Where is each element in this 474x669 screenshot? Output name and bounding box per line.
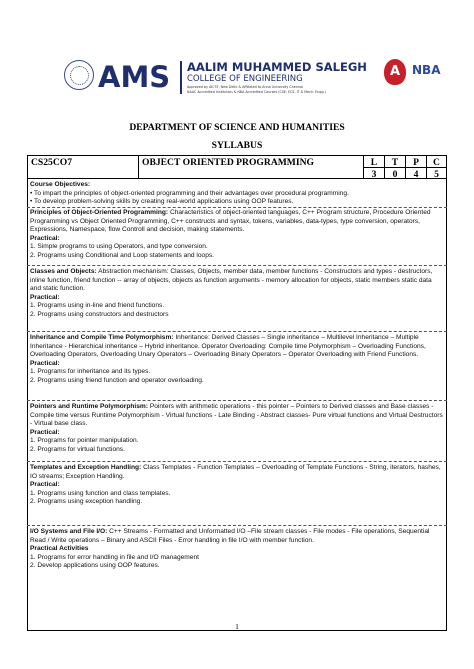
ams-logo: AMS bbox=[98, 60, 171, 94]
practical-label: Practical: bbox=[30, 481, 60, 489]
course-title: OBJECT ORIENTED PROGRAMMING bbox=[138, 155, 364, 179]
practical-item: 2. Programs using exception handling. bbox=[30, 498, 143, 506]
unit-title: Inheritance and Compile Time Polymorphism: bbox=[30, 334, 174, 341]
practical-item: 2. Programs using friend function and operator overloading. bbox=[30, 376, 204, 384]
practical-item: 1. Programs for error handling in file and I/O management bbox=[30, 553, 199, 561]
unit-title: Pointers and Runtime Polymorphism: bbox=[30, 403, 148, 410]
practical-label: Practical: bbox=[30, 428, 60, 436]
section-divider bbox=[27, 525, 447, 526]
practical-item: 1. Simple programs to using Operators, and type conversion. bbox=[30, 243, 208, 251]
college-name: AALIM MUHAMMED SALEGH bbox=[187, 60, 367, 74]
page-number: 1 bbox=[235, 622, 239, 631]
practical-item: 1. Programs using function and class templates. bbox=[30, 489, 171, 497]
unit-1 bbox=[30, 209, 444, 261]
nba-logo: NBA bbox=[412, 63, 441, 77]
unit-4 bbox=[30, 403, 444, 455]
objective-item: • To impart the principles of object-oriented programming and their advantages over procedural programming. bbox=[30, 189, 349, 197]
unit-title: Principles of Object-Oriented Programming: bbox=[30, 209, 169, 216]
ltpc-value-t: 0 bbox=[384, 167, 406, 179]
unit-3 bbox=[30, 334, 444, 386]
department-title: DEPARTMENT OF SCIENCE AND HUMANITIES bbox=[129, 122, 345, 133]
practical-item: 1. Programs for inheritance and its types. bbox=[30, 368, 151, 376]
course-code: CS25CO7 bbox=[27, 155, 139, 179]
unit-5 bbox=[30, 464, 444, 507]
unit-content: C++ Streams - Formatted and Unformatted I/O –File stream classes - File modes - File operations, Sequential Read / Write operations – Binary and ASCII Files - Error handling in file I/O with member function. bbox=[30, 528, 430, 544]
ltpc-value-c: 5 bbox=[426, 167, 447, 179]
section-divider bbox=[27, 461, 447, 462]
unit-content: Abstraction mechanism: Classes, Objects, member data, member functions - Constructors and types - destructors, inline function, friend function -- array of objects, objects as function arguments - memory allocation for objects, static members static data and static function. bbox=[30, 268, 433, 293]
college-header bbox=[0, 55, 474, 110]
syllabus-heading: SYLLABUS bbox=[211, 140, 263, 151]
section-divider bbox=[27, 265, 447, 266]
practical-label: Practical Activities bbox=[30, 545, 89, 553]
unit-title: Templates and Exception Handling: bbox=[30, 464, 142, 471]
practical-item: 1. Programs for pointer manipulation. bbox=[30, 437, 139, 445]
college-title-block bbox=[180, 61, 387, 94]
accreditation-badge: A bbox=[384, 59, 406, 85]
unit-content: Inheritance: Derived Classes – Single inheritance – Multilevel Inheritance – Multiple Inheritance - Hierarchical inheritance – Hybrid inheritance. Operator Overloading: Compile time Polymorphism – Overloading Functions, Overloading Operators, Overloading Unary Operators – Overloading Binary Operators – Operator Overloading with Friend Functions. bbox=[30, 334, 426, 359]
unit-6 bbox=[30, 528, 444, 571]
practical-item: 1. Programs using in-line and friend functions. bbox=[30, 302, 165, 310]
section-divider bbox=[27, 207, 447, 208]
practical-label: Practical: bbox=[30, 359, 60, 367]
affiliation-line-1: Approved by AICTE, New Delhi & Affiliated to Anna University Chennai bbox=[187, 85, 303, 89]
ltpc-value-l: 3 bbox=[363, 167, 385, 179]
unit-content: Class Templates - Function Templates – Overloading of Template Functions - String, iterators, hashes, IO streams; Exception Handling. bbox=[30, 464, 441, 480]
unit-title: I/O Systems and File I/O: bbox=[30, 528, 108, 535]
ltpc-header-l: L bbox=[363, 155, 385, 168]
ltpc-header-c: C bbox=[426, 155, 447, 168]
college-seal-icon bbox=[64, 60, 94, 90]
objectives-label: Course Objectives: bbox=[30, 181, 91, 188]
practical-label: Practical: bbox=[30, 293, 60, 301]
course-objectives bbox=[30, 181, 444, 207]
unit-title: Classes and Objects: bbox=[30, 268, 97, 275]
section-divider bbox=[27, 400, 447, 401]
college-subtitle: COLLEGE OF ENGINEERING bbox=[187, 74, 303, 84]
practical-item: 2. Develop applications using OOP features. bbox=[30, 562, 160, 570]
practical-label: Practical: bbox=[30, 234, 60, 242]
objective-item: • To develop problem-solving skills by creating real-world applications using OOP features. bbox=[30, 198, 294, 206]
practical-item: 2. Programs using Conditional and Loop statements and loops. bbox=[30, 251, 215, 259]
unit-2 bbox=[30, 268, 444, 320]
affiliation-line-2: NAAC Accredited Institution & NBA Accredited Courses (CSE, ECE, IT & Mech. Engg.) bbox=[187, 89, 326, 94]
ltpc-value-p: 4 bbox=[405, 167, 427, 179]
practical-item: 2. Programs using constructors and destructors bbox=[30, 310, 169, 318]
unit-content: Pointers with arithmetic operations - this pointer – Pointers to Derived classes and Base classes - Compile time versus Runtime Polymorphism - Virtual functions - Late Binding - Abstract classes- Pure virtual functions and Virtual Destructors - Virtual base class. bbox=[30, 403, 443, 428]
unit-content: Characteristics of object-oriented languages, C++ Program structure, Procedure Oriented Programming vs Object Oriented Programming, C++ constructs and syntax, tokens, variables, data-types, type conversion, operators, Expressions, Namespace, flow Controll and decision, making statements. bbox=[30, 209, 431, 234]
ltpc-header-p: P bbox=[405, 155, 427, 168]
section-divider bbox=[27, 331, 447, 332]
practical-item: 2. Programs for virtual functions. bbox=[30, 445, 125, 453]
ltpc-header-t: T bbox=[384, 155, 406, 168]
